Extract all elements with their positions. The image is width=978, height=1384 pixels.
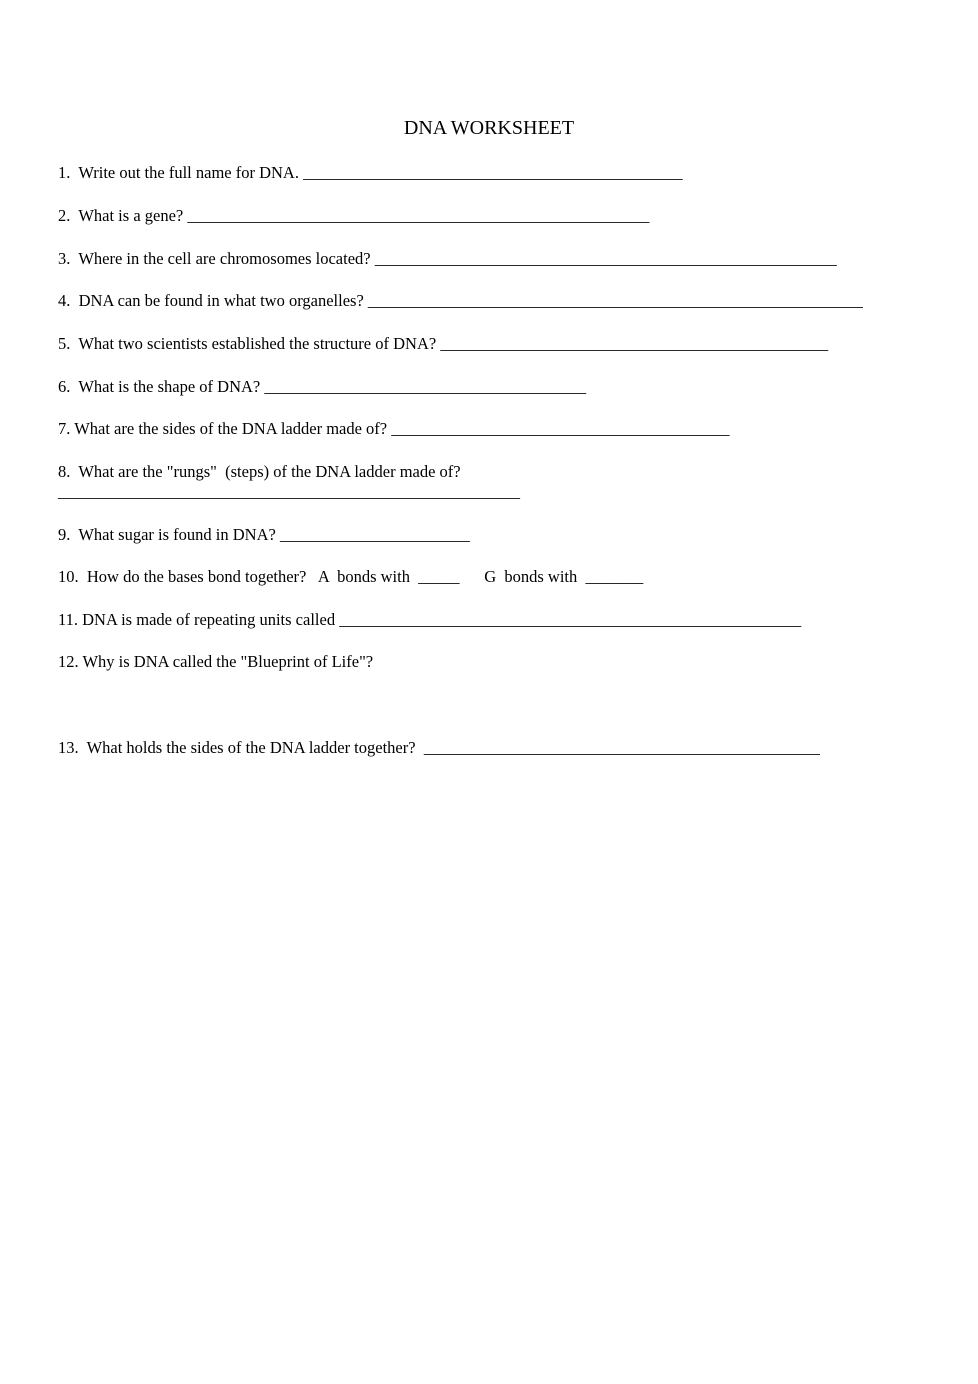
question-13: 13. What holds the sides of the DNA ladder together? ________________________________________________ [58,738,820,757]
question-11: 11. DNA is made of repeating units called ________________________________________________________ [58,610,802,629]
question-8: 8. What are the "rungs" (steps) of the DNA ladder made of? [58,462,461,481]
question-4: 4. DNA can be found in what two organelles? ____________________________________________________________ [58,291,863,310]
page-title: DNA WORKSHEET [403,117,575,139]
question-10: 10. How do the bases bond together? A bonds with _____ G bonds with _______ [58,567,644,586]
question-2: 2. What is a gene? ________________________________________________________ [58,206,650,225]
question-12: 12. Why is DNA called the "Blueprint of Life"? [58,652,374,671]
question-9: 9. What sugar is found in DNA? _______________________ [58,525,470,544]
question-1: 1. Write out the full name for DNA. ______________________________________________ [58,163,683,182]
question-6: 6. What is the shape of DNA? _______________________________________ [58,377,587,396]
question-5: 5. What two scientists established the structure of DNA? _______________________________________________ [58,334,829,353]
question-3: 3. Where in the cell are chromosomes located? ________________________________________________________ [58,249,837,268]
question-7: 7. What are the sides of the DNA ladder made of? _________________________________________ [58,419,730,438]
question-8-answer-line: ________________________________________________________ [58,482,520,501]
